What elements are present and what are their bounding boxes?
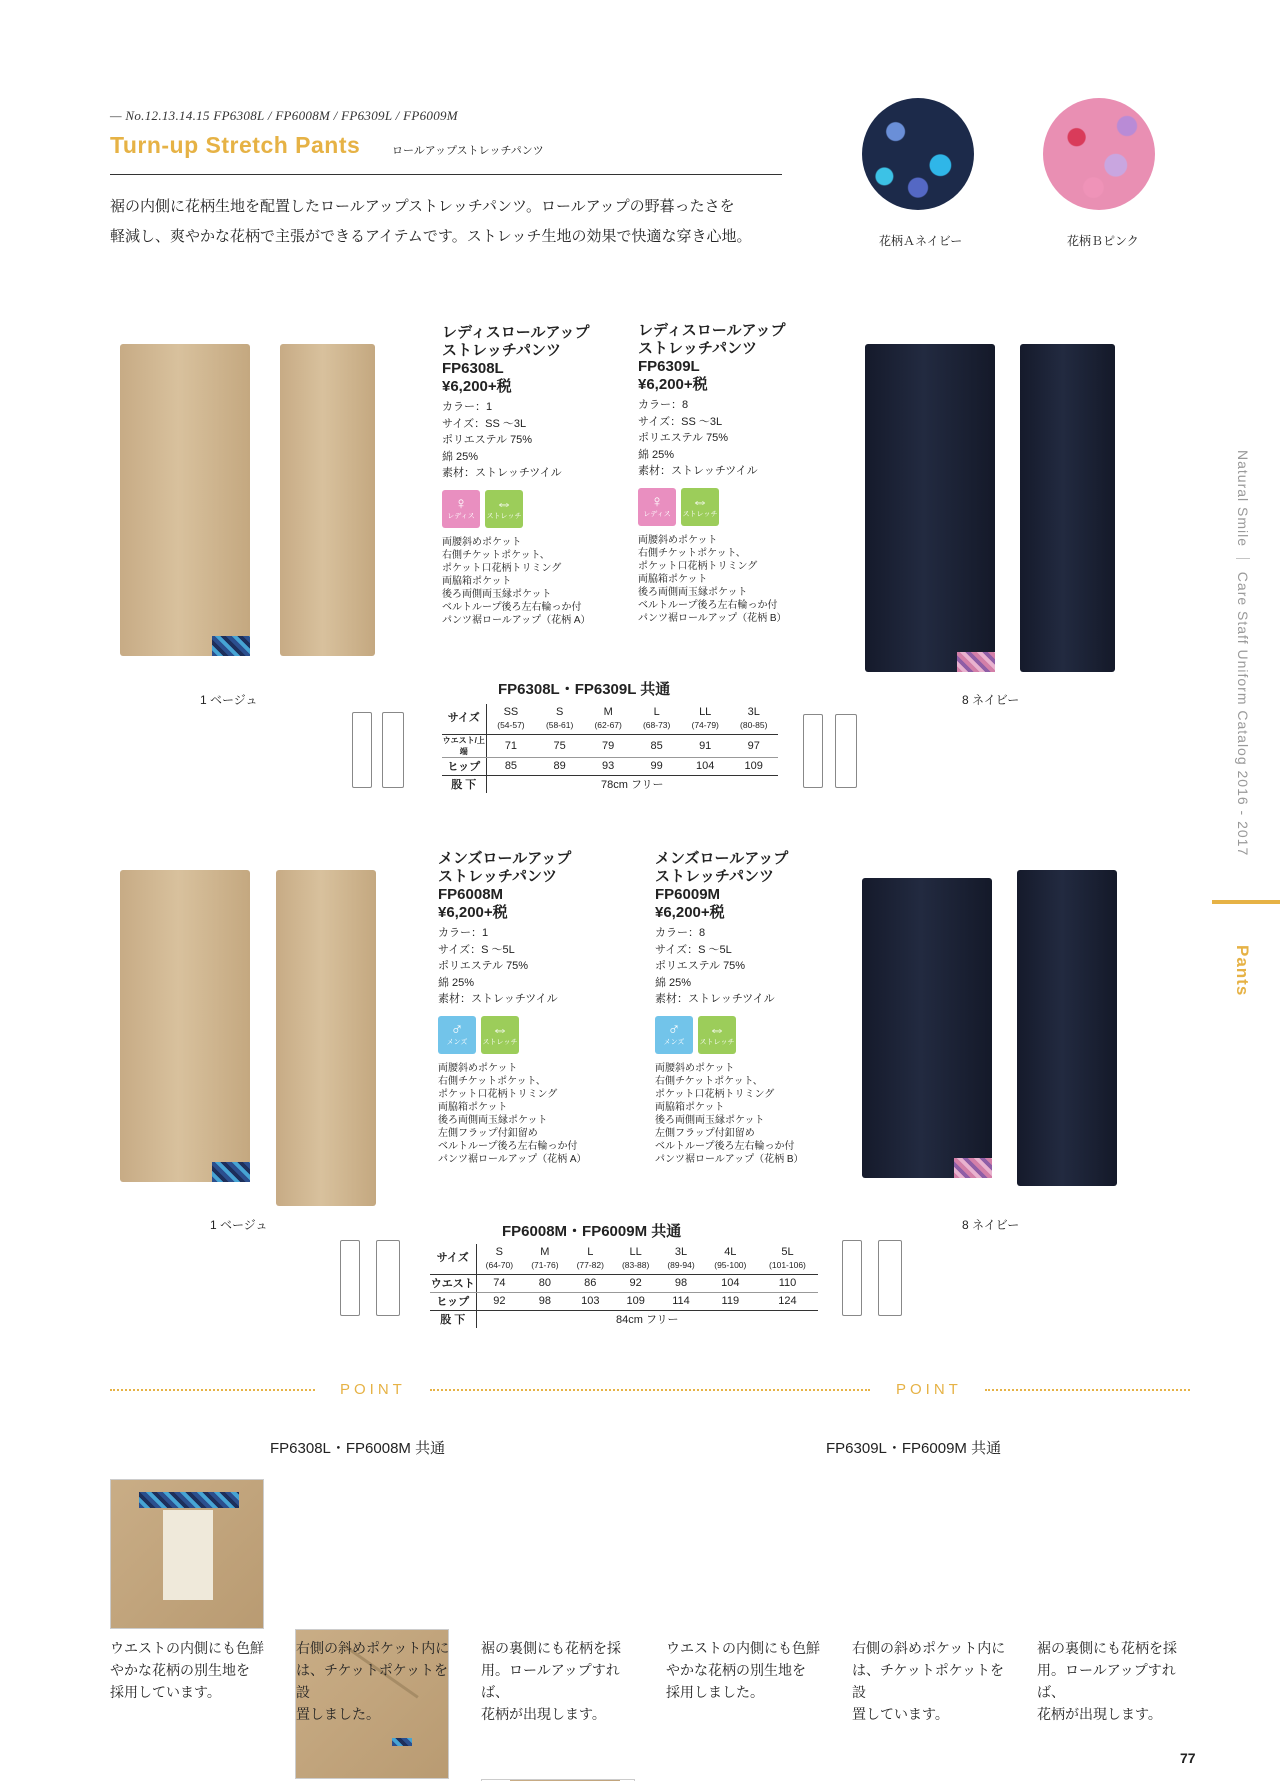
product-material-2: 綿 25% xyxy=(655,976,692,989)
caption-line: 右側の斜めポケット内に xyxy=(852,1640,1006,1656)
feature-icons xyxy=(638,488,828,526)
pants-navy-front xyxy=(862,878,992,1178)
size-range: (77-82) xyxy=(576,1259,604,1270)
feature-item: 右側チケットポケット、 xyxy=(655,1075,763,1087)
product-price: ¥6,200+税 xyxy=(442,378,512,395)
caption-line: やかな花柄の別生地を xyxy=(666,1662,806,1678)
product-material-1: ポリエステル 75% xyxy=(638,432,729,444)
caption-line: 花柄が出現します。 xyxy=(1037,1706,1162,1722)
table-cell: 74 xyxy=(476,1274,522,1292)
hip-label: ヒップ xyxy=(442,757,486,775)
product-size: サイズ：S ～5L xyxy=(438,943,515,956)
product-name-line1: レディスロールアップ xyxy=(638,322,786,339)
pants-outline-front xyxy=(340,1240,360,1316)
waist-label: ウエスト/上端 xyxy=(442,735,485,756)
caption-waist-navy xyxy=(666,1637,826,1703)
inseam-value: 84cm フリー xyxy=(476,1310,818,1328)
stretch-icon: ⇔ ストレッチ xyxy=(698,1016,736,1054)
size-range: (95-100) xyxy=(714,1259,747,1270)
caption-line: 用。ロールアップすれば、 xyxy=(1037,1662,1176,1700)
feature-item: ベルトループ後ろ左右輪っか付 xyxy=(442,601,582,613)
caption-line: 用。ロールアップすれば、 xyxy=(481,1662,620,1700)
pants-beige-front xyxy=(120,870,250,1182)
pants-outline-front xyxy=(352,712,372,788)
pants-outline-front xyxy=(842,1240,862,1316)
cuff-floral-a xyxy=(212,636,250,656)
color-label-navy: 8 ネイビー xyxy=(962,693,1020,707)
size-label: 3L xyxy=(674,1245,688,1258)
cuff-floral-b xyxy=(954,1158,992,1178)
caption-line: 裾の裏側にも花柄を採 xyxy=(1037,1640,1177,1656)
color-label-navy: 8 ネイビー xyxy=(962,1218,1020,1232)
pants-beige-side xyxy=(280,344,375,656)
feature-item: パンツ裾ロールアップ（花柄 B） xyxy=(638,612,787,624)
product-name-line1: メンズロールアップ xyxy=(438,850,572,867)
size-label: 3L xyxy=(747,705,760,718)
caption-line: ウエストの内側にも色鮮 xyxy=(110,1640,264,1656)
inseam-label: 股 下 xyxy=(442,775,486,793)
caption-line: は、チケットポケットを設 xyxy=(852,1662,1005,1700)
feature-item: 両腰斜めポケット xyxy=(638,534,718,546)
table-cell: 89 xyxy=(553,760,566,772)
table-cell: 109 xyxy=(626,1295,645,1307)
caption-line: 花柄が出現します。 xyxy=(481,1706,606,1722)
size-range: (101-106) xyxy=(769,1259,806,1270)
section-marker-bar xyxy=(1212,900,1280,904)
pants-outline-back xyxy=(878,1240,902,1316)
pants-navy-side xyxy=(1017,870,1117,1186)
stretch-icon: ⇔ ストレッチ xyxy=(681,488,719,526)
size-label: M xyxy=(603,705,613,718)
detail-photo-waist-beige xyxy=(110,1479,264,1629)
point-divider xyxy=(110,1389,315,1391)
product-material-1: ポリエステル 75% xyxy=(655,960,746,972)
caption-line: やかな花柄の別生地を xyxy=(110,1662,250,1678)
caption-line: は、チケットポケットを設 xyxy=(296,1662,449,1700)
color-label-beige: 1 ベージュ xyxy=(210,1218,268,1232)
feature-item: ポケット口花柄トリミング xyxy=(442,562,562,574)
point-divider xyxy=(985,1389,1190,1391)
product-fabric: 素材：ストレッチツイル xyxy=(442,467,562,479)
lead-line-2: 軽減し、爽やかな花柄で主張ができるアイテムです。ストレッチ生地の効果で快適な穿き心地。 xyxy=(110,228,752,245)
product-fp6008m xyxy=(438,850,638,1166)
point-heading-right: POINT xyxy=(896,1381,962,1398)
size-label: SS xyxy=(503,705,519,718)
feature-item: 右側チケットポケット、 xyxy=(442,549,550,561)
product-size: サイズ：SS ～3L xyxy=(442,417,527,430)
size-range: (71-76) xyxy=(531,1259,559,1270)
feature-item: ベルトループ後ろ左右輪っか付 xyxy=(438,1140,578,1152)
point-heading-left: POINT xyxy=(340,1381,406,1398)
size-range: (54-57) xyxy=(497,719,525,730)
feature-list xyxy=(655,1062,855,1166)
caption-line: 裾の裏側にも花柄を採 xyxy=(481,1640,621,1656)
product-price: ¥6,200+税 xyxy=(655,904,725,921)
product-material-2: 綿 25% xyxy=(442,450,479,463)
swatch-pattern-b xyxy=(1043,98,1155,210)
cuff-floral-b xyxy=(957,652,995,672)
feature-item: 両脇箱ポケット xyxy=(655,1101,725,1113)
title-divider xyxy=(110,174,782,175)
size-range: (80-85) xyxy=(740,719,768,730)
table-cell: 91 xyxy=(681,734,730,757)
table-cell: 104 xyxy=(704,1274,757,1292)
product-material-2: 綿 25% xyxy=(438,976,475,989)
product-price: ¥6,200+税 xyxy=(438,904,508,921)
pants-beige-side xyxy=(276,870,376,1206)
size-label: LL xyxy=(629,1245,642,1258)
inseam-value: 78cm フリー xyxy=(486,775,778,793)
pants-outline-front xyxy=(803,714,823,788)
table-cell: 110 xyxy=(757,1274,818,1292)
table-cell: 85 xyxy=(632,734,681,757)
table-cell: 109 xyxy=(744,760,763,772)
feature-item: 右側チケットポケット、 xyxy=(638,547,746,559)
caption-cuff-navy xyxy=(1037,1637,1197,1725)
ladies-icon: ♀ レディス xyxy=(442,490,480,528)
table-cell: 92 xyxy=(493,1295,506,1307)
size-range: (83-88) xyxy=(621,1259,650,1270)
table-cell: 75 xyxy=(535,734,584,757)
feature-item: ポケット口花柄トリミング xyxy=(655,1088,775,1100)
feature-item: 左側フラップ付釦留め xyxy=(655,1127,755,1139)
page-number: 77 xyxy=(1180,1750,1196,1766)
page-title: Turn-up Stretch Pants xyxy=(110,132,361,158)
product-material-1: ポリエステル 75% xyxy=(442,434,533,446)
table-cell: 99 xyxy=(650,760,663,772)
feature-item: 両腰斜めポケット xyxy=(442,536,522,548)
model-numbers: — No.12.13.14.15 FP6308L / FP6008M / FP6309L / FP6009M xyxy=(110,108,458,123)
size-range: (58-61) xyxy=(545,719,574,730)
mens-table-title: FP6008M・FP6009M 共通 xyxy=(502,1223,682,1240)
product-fp6309l xyxy=(638,322,828,625)
feature-item: 後ろ両側両玉縁ポケット xyxy=(638,586,748,598)
feature-item: ベルトループ後ろ左右輪っか付 xyxy=(638,599,778,611)
size-label: 5L xyxy=(781,1245,794,1258)
waist-label: ウエスト xyxy=(430,1274,476,1292)
point-common-right: FP6309L・FP6009M 共通 xyxy=(826,1440,1002,1457)
mens-icon: ♂ メンズ xyxy=(438,1016,476,1054)
feature-item: 右側チケットポケット、 xyxy=(438,1075,546,1087)
caption-line: 置しました。 xyxy=(296,1706,380,1722)
product-color: カラー：8 xyxy=(638,399,689,411)
lead-line-1: 裾の内側に花柄生地を配置したロールアップストレッチパンツ。ロールアップの野暮ったさを xyxy=(110,198,735,215)
table-cell: 79 xyxy=(584,734,633,757)
size-label: L xyxy=(587,1245,594,1258)
size-range: (64-70) xyxy=(485,1259,514,1270)
table-cell: 93 xyxy=(602,760,615,772)
mens-icon: ♂ メンズ xyxy=(655,1016,693,1054)
table-cell: 97 xyxy=(729,734,778,757)
caption-line: 右側の斜めポケット内に xyxy=(296,1640,450,1656)
caption-pocket-beige xyxy=(296,1637,456,1725)
size-range: (68-73) xyxy=(642,719,671,730)
size-label: M xyxy=(540,1245,550,1258)
hip-label: ヒップ xyxy=(430,1292,476,1310)
section-tab-pants: Pants xyxy=(1233,945,1252,997)
lead-text xyxy=(110,192,790,252)
product-name-line1: レディスロールアップ xyxy=(442,324,590,341)
mens-size-table xyxy=(430,1244,818,1328)
table-cell: 71 xyxy=(486,734,535,757)
size-label: 4L xyxy=(724,1245,737,1258)
caption-waist-beige xyxy=(110,1637,270,1703)
feature-item: 両腰斜めポケット xyxy=(655,1062,735,1074)
page-title-jp: ロールアップストレッチパンツ xyxy=(392,145,544,157)
product-size: サイズ：S ～5L xyxy=(655,943,732,956)
feature-icons xyxy=(655,1016,855,1054)
size-label: LL xyxy=(699,705,712,718)
feature-item: 両脇箱ポケット xyxy=(438,1101,508,1113)
table-cell: 114 xyxy=(672,1295,690,1307)
caption-line: 採用しました。 xyxy=(666,1684,764,1700)
product-name-line2: ストレッチパンツ xyxy=(655,868,774,885)
product-fabric: 素材：ストレッチツイル xyxy=(438,993,558,1005)
size-range: (89-94) xyxy=(667,1259,695,1270)
table-cell: 85 xyxy=(504,760,518,772)
feature-item: 後ろ両側両玉縁ポケット xyxy=(438,1114,548,1126)
ladies-icon: ♀ レディス xyxy=(638,488,676,526)
size-label: S xyxy=(555,705,564,718)
feature-item: 後ろ両側両玉縁ポケット xyxy=(442,588,552,600)
pants-beige-front xyxy=(120,344,250,656)
feature-item: パンツ裾ロールアップ（花柄 A） xyxy=(442,614,591,626)
feature-item: 両脇箱ポケット xyxy=(638,573,708,585)
swatch-pattern-a xyxy=(862,98,974,210)
pants-outline-back xyxy=(376,1240,400,1316)
product-fabric: 素材：ストレッチツイル xyxy=(638,465,758,477)
product-color: カラー：8 xyxy=(655,927,706,939)
pants-outline-back xyxy=(835,714,857,788)
feature-list xyxy=(438,1062,638,1166)
product-name-line1: メンズロールアップ xyxy=(655,850,789,867)
size-range: (62-67) xyxy=(594,719,622,730)
feature-list xyxy=(638,534,828,625)
caption-line: ウエストの内側にも色鮮 xyxy=(666,1640,820,1656)
feature-item: パンツ裾ロールアップ（花柄 A） xyxy=(438,1153,587,1165)
table-cell: 119 xyxy=(721,1295,740,1307)
cuff-floral-a xyxy=(212,1162,250,1182)
feature-item: 後ろ両側両玉縁ポケット xyxy=(655,1114,765,1126)
point-divider xyxy=(430,1389,870,1391)
color-label-beige: 1 ベージュ xyxy=(200,693,258,707)
point-common-left: FP6308L・FP6008M 共通 xyxy=(270,1440,446,1457)
caption-line: 置しています。 xyxy=(852,1706,949,1722)
table-cell: 104 xyxy=(696,760,715,772)
ladies-table-title: FP6308L・FP6309L 共通 xyxy=(498,681,671,698)
product-color: カラー：1 xyxy=(438,927,489,939)
product-material-2: 綿 25% xyxy=(638,448,675,461)
product-fp6009m xyxy=(655,850,855,1166)
feature-item: ポケット口花柄トリミング xyxy=(638,560,758,572)
product-code: FP6009M xyxy=(655,886,721,903)
product-color: カラー：1 xyxy=(442,401,493,413)
stretch-icon: ⇔ ストレッチ xyxy=(485,490,523,528)
product-code: FP6309L xyxy=(638,358,700,375)
caption-pocket-navy xyxy=(852,1637,1012,1725)
product-code: FP6308L xyxy=(442,360,504,377)
feature-item: 両脇箱ポケット xyxy=(442,575,512,587)
product-name-line2: ストレッチパンツ xyxy=(638,340,757,357)
size-label: S xyxy=(495,1245,504,1258)
product-size: サイズ：SS ～3L xyxy=(638,415,723,428)
product-fabric: 素材：ストレッチツイル xyxy=(655,993,775,1005)
feature-list xyxy=(442,536,632,627)
catalog-side-title: Natural Smile ｜ Care Staff Uniform Catalog 2016 - 2017 xyxy=(1235,450,1251,857)
size-range: (74-79) xyxy=(691,719,719,730)
product-name-line2: ストレッチパンツ xyxy=(442,342,561,359)
table-cell: 98 xyxy=(658,1274,703,1292)
feature-item: 両腰斜めポケット xyxy=(438,1062,518,1074)
table-cell: 92 xyxy=(613,1274,658,1292)
feature-item: 左側フラップ付釦留め xyxy=(438,1127,538,1139)
product-name-line2: ストレッチパンツ xyxy=(438,868,557,885)
feature-icons xyxy=(442,490,632,528)
feature-item: ポケット口花柄トリミング xyxy=(438,1088,558,1100)
feature-item: パンツ裾ロールアップ（花柄 B） xyxy=(655,1153,804,1165)
table-cell: 103 xyxy=(581,1295,600,1307)
feature-item: ベルトループ後ろ左右輪っか付 xyxy=(655,1140,795,1152)
ladies-size-table xyxy=(442,704,778,793)
swatch-label-a: 花柄Ａネイビー xyxy=(879,234,963,248)
product-material-1: ポリエステル 75% xyxy=(438,960,529,972)
caption-line: 採用しています。 xyxy=(110,1684,221,1700)
table-cell: 98 xyxy=(538,1295,552,1307)
product-fp6308l xyxy=(442,324,632,627)
pants-navy-front xyxy=(865,344,995,672)
pants-navy-side xyxy=(1020,344,1115,672)
size-header: サイズ xyxy=(442,704,486,734)
size-label: L xyxy=(653,705,660,718)
swatch-label-b: 花柄Ｂピンク xyxy=(1067,234,1139,248)
inseam-label: 股 下 xyxy=(430,1310,476,1328)
feature-icons xyxy=(438,1016,638,1054)
table-cell: 124 xyxy=(778,1295,797,1307)
caption-cuff-beige xyxy=(481,1637,641,1725)
product-price: ¥6,200+税 xyxy=(638,376,708,393)
size-header: サイズ xyxy=(430,1244,476,1274)
table-cell: 80 xyxy=(522,1274,567,1292)
table-cell: 86 xyxy=(568,1274,613,1292)
pants-outline-back xyxy=(382,712,404,788)
product-code: FP6008M xyxy=(438,886,504,903)
stretch-icon: ⇔ ストレッチ xyxy=(481,1016,519,1054)
